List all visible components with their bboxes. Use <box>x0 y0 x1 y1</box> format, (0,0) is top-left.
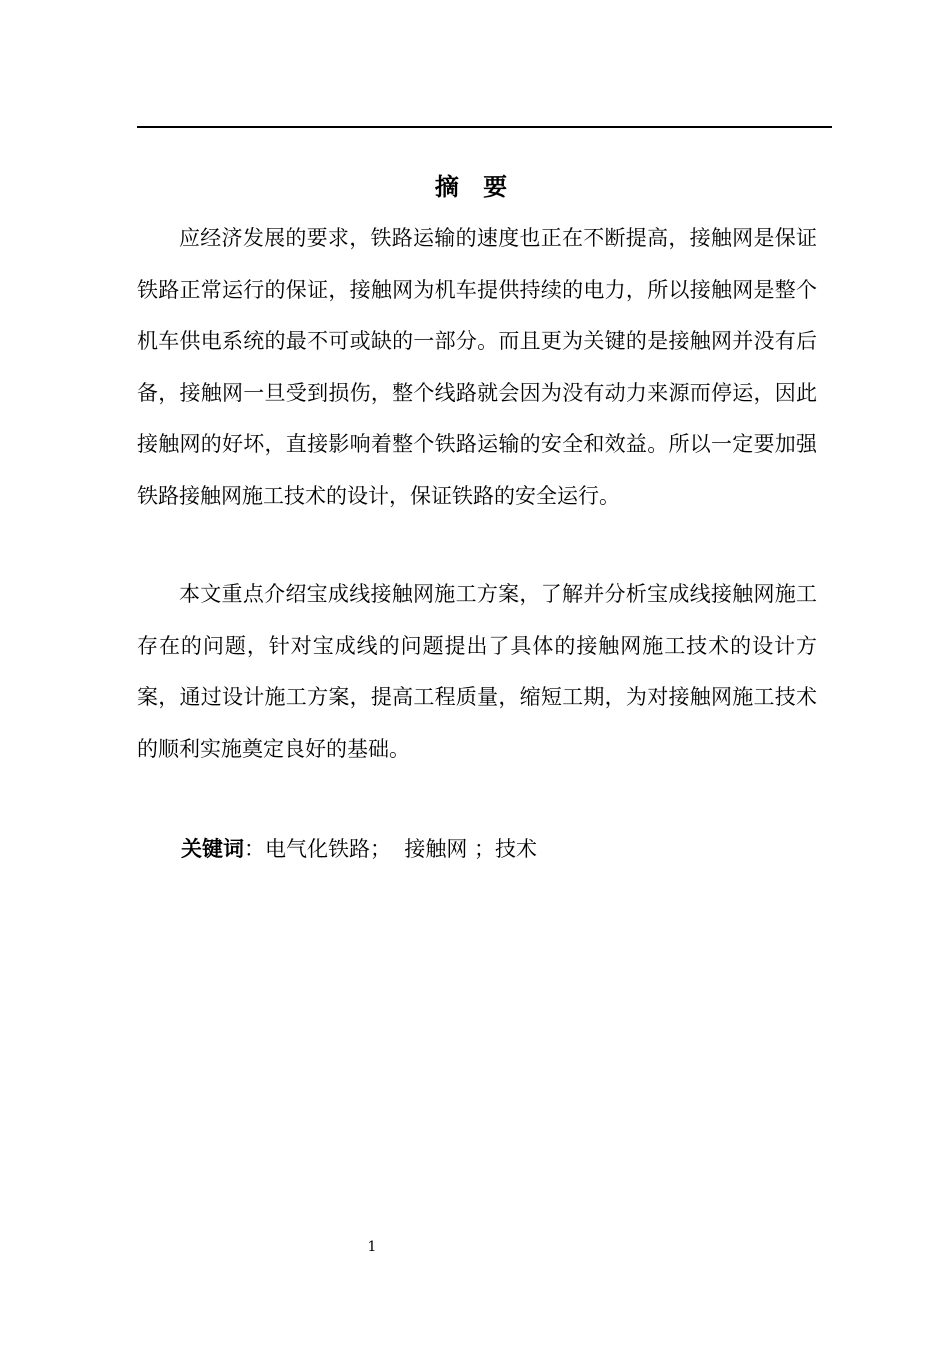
abstract-paragraph-2: 本文重点介绍宝成线接触网施工方案，了解并分析宝成线接触网施工存在的问题，针对宝成线的问题提出了具体的接触网施工技术的设计方案，通过设计施工方案，提高工程质量，缩短工期，为对接触网施工技术的顺利实施奠定良好的基础。 <box>137 582 817 761</box>
page-title: 摘 要 <box>434 173 516 201</box>
page-number: 1 <box>367 1239 377 1255</box>
abstract-paragraph-1: 应经济发展的要求，铁路运输的速度也正在不断提高，接触网是保证铁路正常运行的保证，接触网为机车提供持续的电力，所以接触网是整个机车供电系统的最不可或缺的一部分。而且更为关键的是接触网并没有后备，接触网一旦受到损伤，整个线路就会因为没有动力来源而停运，因此接触网的好坏，直接影响着整个铁路运输的安全和效益。所以一定要加强铁路接触网施工技术的设计，保证铁路的安全运行。 <box>137 226 817 508</box>
header-rule <box>137 126 832 128</box>
keywords-label: 关键词 <box>181 837 244 861</box>
keywords-text: ：电气化铁路； 接触网 ；技术 <box>244 837 538 861</box>
keywords-line <box>181 829 537 869</box>
